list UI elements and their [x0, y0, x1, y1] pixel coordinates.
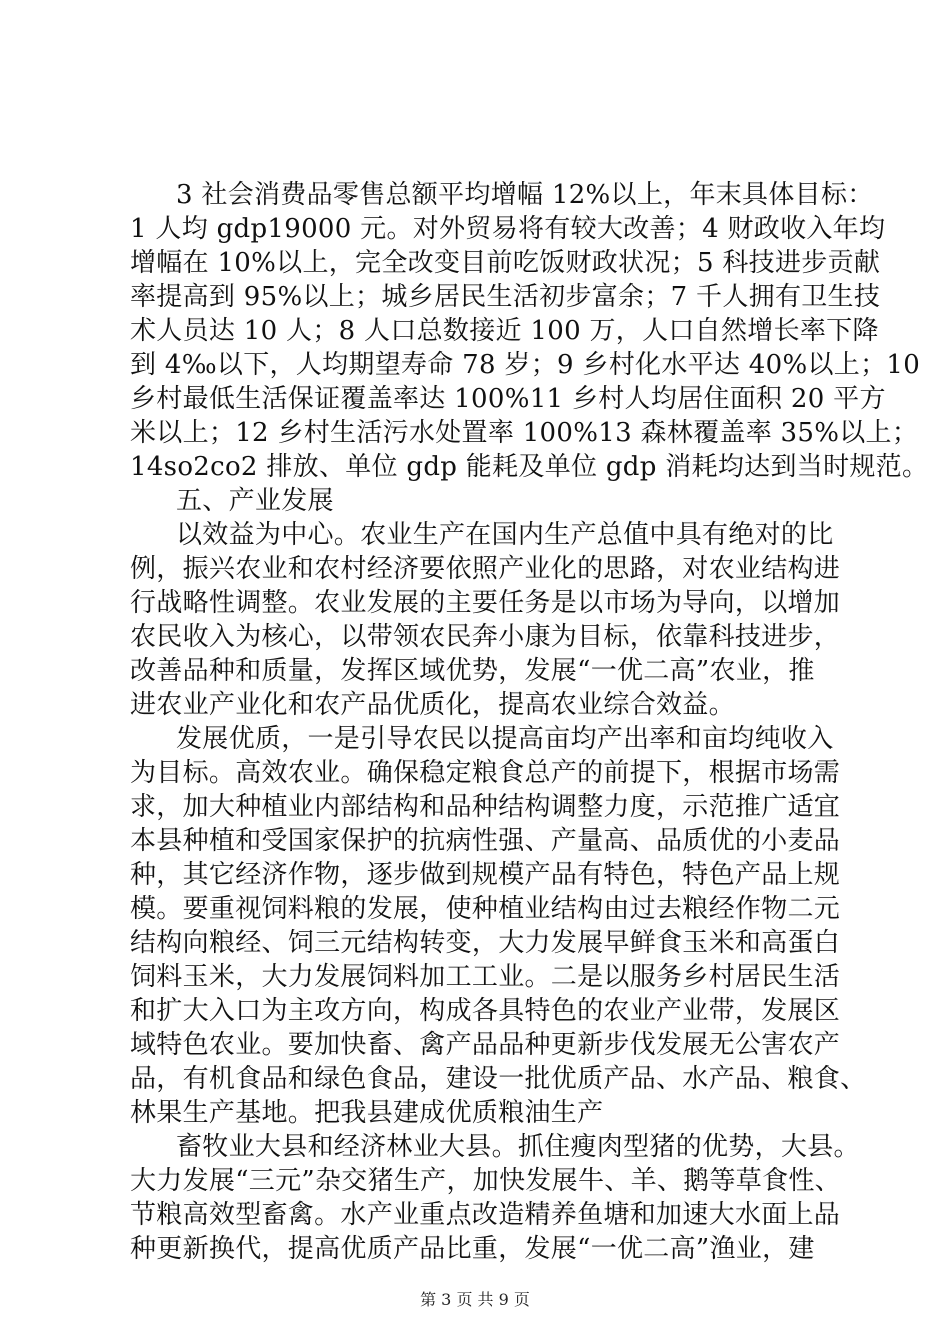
text-line: 进农业产业化和农产品优质化，提高农业综合效益。: [130, 690, 735, 720]
text-line: 乡村最低生活保证覆盖率达 100%11 乡村人均居住面积 20 平方: [130, 384, 886, 414]
text-line: 农民收入为核心，以带领农民奔小康为目标，依靠科技进步，: [130, 622, 841, 652]
text-line: 以效益为中心。农业生产在国内生产总值中具有绝对的比: [176, 520, 834, 550]
text-line: 14so2co2 排放、单位 gdp 能耗及单位 gdp 消耗均达到当时规范。: [130, 452, 929, 482]
text-line: 畜牧业大县和经济林业大县。抓住瘦肉型猪的优势，大县。: [176, 1132, 860, 1162]
text-line: 品，有机食品和绿色食品，建设一批优质产品、水产品、粮食、: [130, 1064, 867, 1094]
text-line: 1 人均 gdp19000 元。对外贸易将有较大改善；4 财政收入年均: [130, 214, 886, 244]
text-line: 林果生产基地。把我县建成优质粮油生产: [130, 1098, 604, 1128]
text-line: 本县种植和受国家保护的抗病性强、产量高、品质优的小麦品: [130, 826, 841, 856]
text-line: 改善品种和质量，发挥区域优势，发展“一优二高”农业，推: [130, 656, 815, 686]
section-heading: 五、产业发展: [176, 486, 334, 516]
text-line: 到 4‰以下，人均期望寿命 78 岁；9 乡村化水平达 40%以上；10: [130, 350, 921, 380]
text-line: 饲料玉米，大力发展饲料加工工业。二是以服务乡村居民生活: [130, 962, 841, 992]
text-line: 发展优质，一是引导农民以提高亩均产出率和亩均纯收入: [176, 724, 834, 754]
text-line: 求，加大种植业内部结构和品种结构调整力度，示范推广适宜: [130, 792, 841, 822]
text-line: 增幅在 10%以上，完全改变目前吃饭财政状况；5 科技进步贡献: [130, 248, 881, 278]
text-line: 大力发展“三元”杂交猪生产，加快发展牛、羊、鹅等草食性、: [130, 1166, 841, 1196]
text-line: 米以上；12 乡村生活污水处置率 100%13 森林覆盖率 35%以上；: [130, 418, 919, 448]
text-line: 结构向粮经、饲三元结构转变，大力发展早鲜食玉米和高蛋白: [130, 928, 841, 958]
text-line: 模。要重视饲料粮的发展，使种植业结构由过去粮经作物二元: [130, 894, 841, 924]
text-line: 和扩大入口为主攻方向，构成各具特色的农业产业带，发展区: [130, 996, 841, 1026]
text-line: 域特色农业。要加快畜、禽产品品种更新步伐发展无公害农产: [130, 1030, 841, 1060]
text-line: 率提高到 95%以上；城乡居民生活初步富余；7 千人拥有卫生技: [130, 282, 881, 312]
page-number-footer: 第 3 页 共 9 页: [420, 1290, 530, 1309]
text-line: 节粮高效型畜禽。水产业重点改造精养鱼塘和加速大水面上品: [130, 1200, 841, 1230]
text-line: 术人员达 10 人；8 人口总数接近 100 万，人口自然增长率下降: [130, 316, 879, 346]
text-line: 行战略性调整。农业发展的主要任务是以市场为导向，以增加: [130, 588, 841, 618]
text-line: 3 社会消费品零售总额平均增幅 12%以上，年末具体目标：: [176, 180, 874, 210]
text-line: 种，其它经济作物，逐步做到规模产品有特色，特色产品上规: [130, 860, 841, 890]
text-line: 种更新换代，提高优质产品比重，发展“一优二高”渔业，建: [130, 1234, 815, 1264]
text-line: 为目标。高效农业。确保稳定粮食总产的前提下，根据市场需: [130, 758, 841, 788]
text-line: 例，振兴农业和农村经济要依照产业化的思路，对农业结构进: [130, 554, 841, 584]
